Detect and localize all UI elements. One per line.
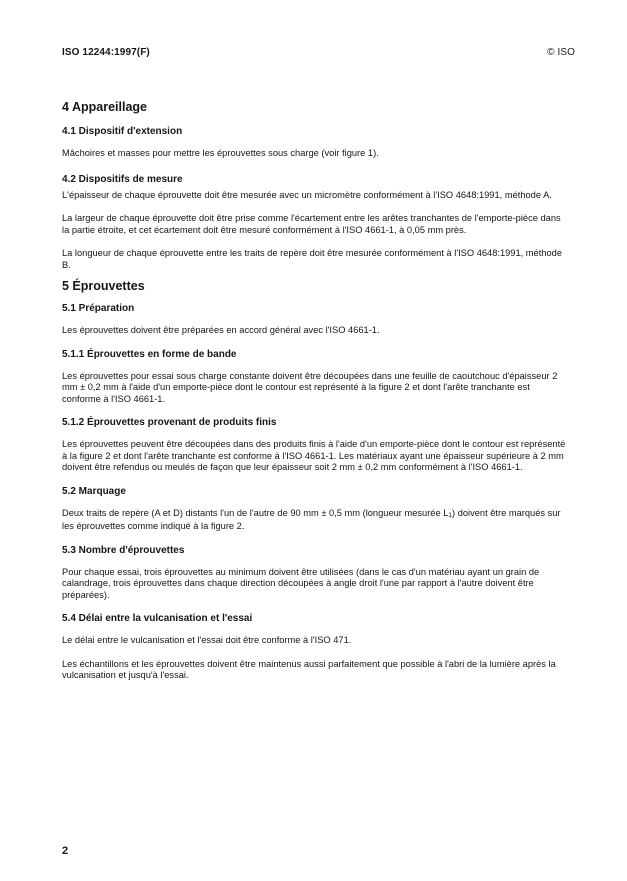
- section-4-2-paragraph-3: La longueur de chaque éprouvette entre les traits de repère doit être mesurée conformément à l'ISO 4648:1991, méthode B.: [62, 248, 562, 270]
- section-4-1-paragraph: Mâchoires et masses pour mettre les éprouvettes sous charge (voir figure 1).: [62, 148, 379, 158]
- section-5-3-heading: 5.3 Nombre d'éprouvettes: [62, 544, 185, 556]
- section-5-1-paragraph: Les éprouvettes doivent être préparées en accord général avec l'ISO 4661-1.: [62, 325, 380, 335]
- section-5-3-paragraph: Pour chaque essai, trois éprouvettes au minimum doivent être utilisées (dans le cas d'un matériau ayant un grain de calandrage, trois éprouvettes dans chaque direction découpées à angle droit l'une par rapport à l'autre doivent être préparées).: [62, 566, 540, 600]
- section-5-heading: 5 Éprouvettes: [62, 279, 145, 293]
- section-5-4-paragraph-1: Le délai entre le vulcanisation et l'essai doit être conforme à l'ISO 471.: [62, 635, 352, 645]
- section-4-1-heading: 4.1 Dispositif d'extension: [62, 126, 183, 137]
- section-4-2-heading: 4.2 Dispositifs de mesure: [62, 173, 183, 185]
- document-header-copyright: © ISO: [547, 47, 575, 58]
- section-5-2-text-start: Deux traits de repère (A et D) distants l'un de l'autre de 90 mm ± 0,5 mm (longueur mesurée L: [62, 507, 449, 518]
- section-5-1-2-paragraph: Les éprouvettes peuvent être découpées dans des produits finis à l'aide d'un emporte-pièce dont le contour est représenté à la figure 2 et dont l'arête tranchante est conforme à l'ISO 4661-1. Les matériaux ayant une épaisseur supérieure à 2 mm doivent être refendus ou meulés de façon que leur épaisseur soit 2 mm ± 0,2 mm conformément à l'ISO 4661-1.: [62, 439, 566, 472]
- document-body: [62, 100, 568, 694]
- section-5-2-subscript: 1: [448, 511, 453, 519]
- section-5-4-paragraph-2: Les échantillons et les éprouvettes doivent être maintenus aussi parfaitement que possible à l'abri de la lumière après la vulcanisation et jusqu'à l'essai.: [62, 658, 556, 680]
- section-5-2-heading: 5.2 Marquage: [62, 485, 126, 497]
- section-5-1-heading: 5.1 Préparation: [62, 303, 135, 314]
- section-4-2-paragraph-1: L'épaisseur de chaque éprouvette doit être mesurée avec un micromètre conformément à l'ISO 4648:1991, méthode A.: [62, 189, 552, 200]
- page-number: 2: [62, 845, 69, 857]
- section-5-1-1-paragraph: Les éprouvettes pour essai sous charge constante doivent être découpées dans une feuille de caoutchouc d'épaisseur 2 mm ± 0,2 mm à l'aide d'un emporte-pièce dont le contour est représenté à la figure 2 et dont l'arête tranchante est conforme à l'ISO 4661-1.: [62, 370, 558, 404]
- section-4-heading: 4 Appareillage: [62, 100, 147, 114]
- section-5-1-1-heading: 5.1.1 Éprouvettes en forme de bande: [62, 348, 237, 360]
- section-5-2-paragraph: [62, 508, 568, 533]
- section-5-2-text-end: ) doivent être marqués sur les éprouvettes comme indiqué à la figure 2.: [62, 507, 561, 531]
- section-5-1-2-heading: 5.1.2 Éprouvettes provenant de produits finis: [62, 417, 277, 428]
- section-4-2-paragraph-2: La largeur de chaque éprouvette doit être prise comme l'écartement entre les arêtes tranchantes de l'emporte-pièce dans la partie étroite, et cet écartement doit être mesuré conformément à l'ISO 4661-1, à 0,05 mm près.: [62, 213, 561, 235]
- section-5-4-heading: 5.4 Délai entre la vulcanisation et l'essai: [62, 613, 253, 624]
- document-header-standard: ISO 12244:1997(F): [62, 47, 150, 58]
